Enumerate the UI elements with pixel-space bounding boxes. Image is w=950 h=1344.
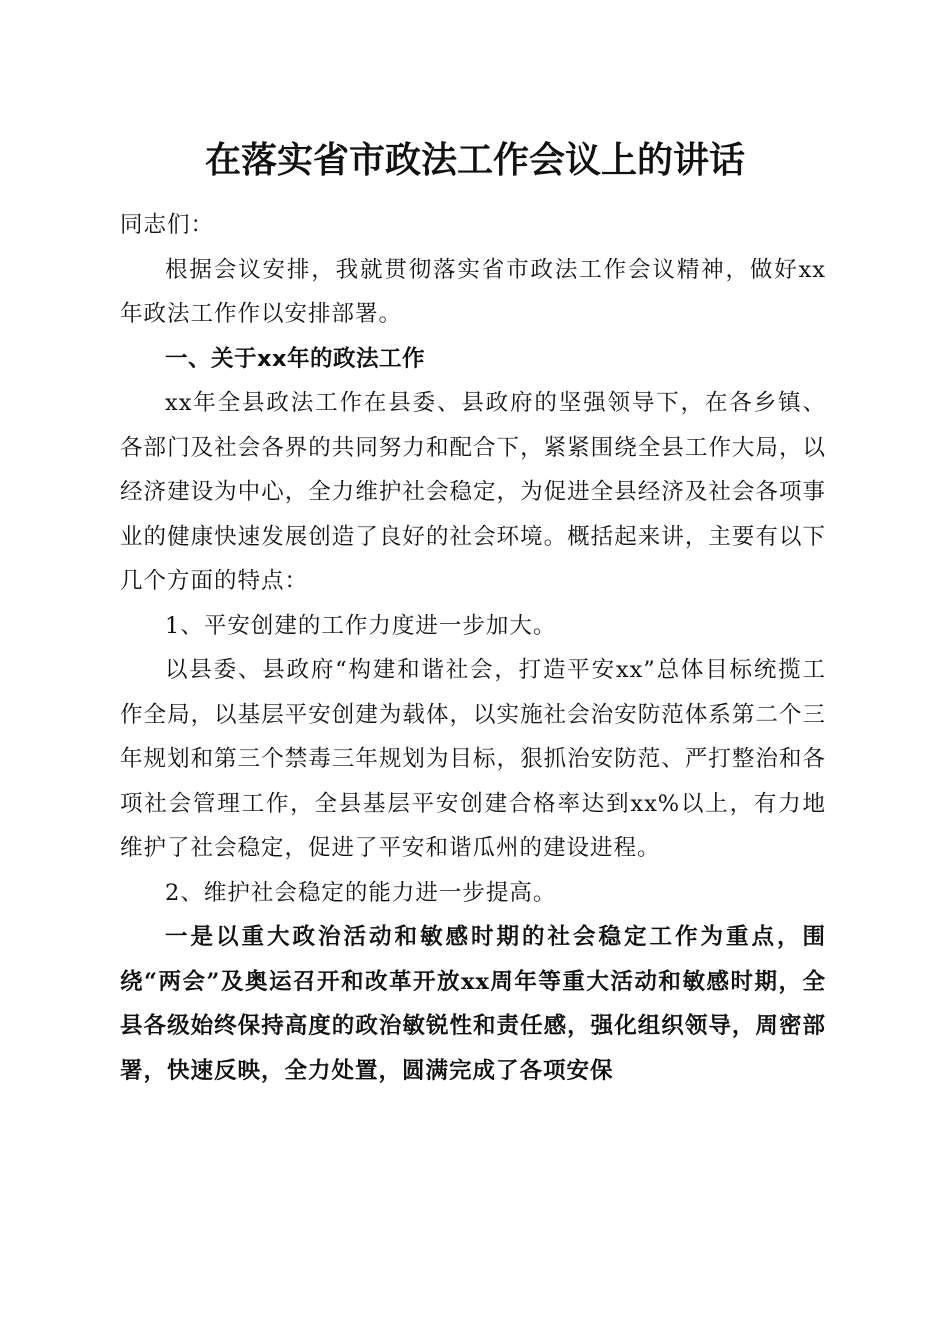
- salutation: 同志们：: [120, 212, 215, 238]
- section-heading-1: 一、关于xx年的政法工作: [165, 345, 426, 372]
- paragraph-stability: 一是以重大政治活动和敏感时期的社会稳定工作为重点，围绕“两会”及奥运召开和改革开放xx周年等重大活动和敏感时期，全县各级始终保持高度的政治敏锐性和责任感，强化组织领导，周密部署，快速反映，全力处置，圆满完成了各项安保: [120, 924, 826, 1084]
- paragraph-overview: xx年全县政法工作在县委、县政府的坚强领导下，在各乡镇、各部门及社会各界的共同努力和配合下，紧紧围绕全县工作大局，以经济建设为中心，全力维护社会稳定，为促进全县经济及社会各项事业的健康快速发展创造了良好的社会环境。概括起来讲，主要有以下几个方面的特点：: [120, 390, 826, 594]
- paragraph-intro: 根据会议安排，我就贯彻落实省市政法工作会议精神，做好xx年政法工作作以安排部署。: [120, 256, 826, 327]
- document-title: 在落实省市政法工作会议上的讲话: [204, 139, 745, 181]
- document-body: [120, 203, 826, 1093]
- subheading-2: 2、维护社会稳定的能力进一步提高。: [165, 879, 557, 906]
- subheading-1: 1、平安创建的工作力度进一步加大。: [165, 612, 557, 639]
- paragraph-safety: 以县委、县政府“构建和谐社会，打造平安xx”总体目标统揽工作全局，以基层平安创建为载体，以实施社会治安防范体系第二个三年规划和第三个禁毒三年规划为目标，狠抓治安防范、严打整治和各项社会管理工作，全县基层平安创建合格率达到xx%以上，有力地维护了社会稳定，促进了平安和谐瓜州的建设进程。: [120, 657, 826, 861]
